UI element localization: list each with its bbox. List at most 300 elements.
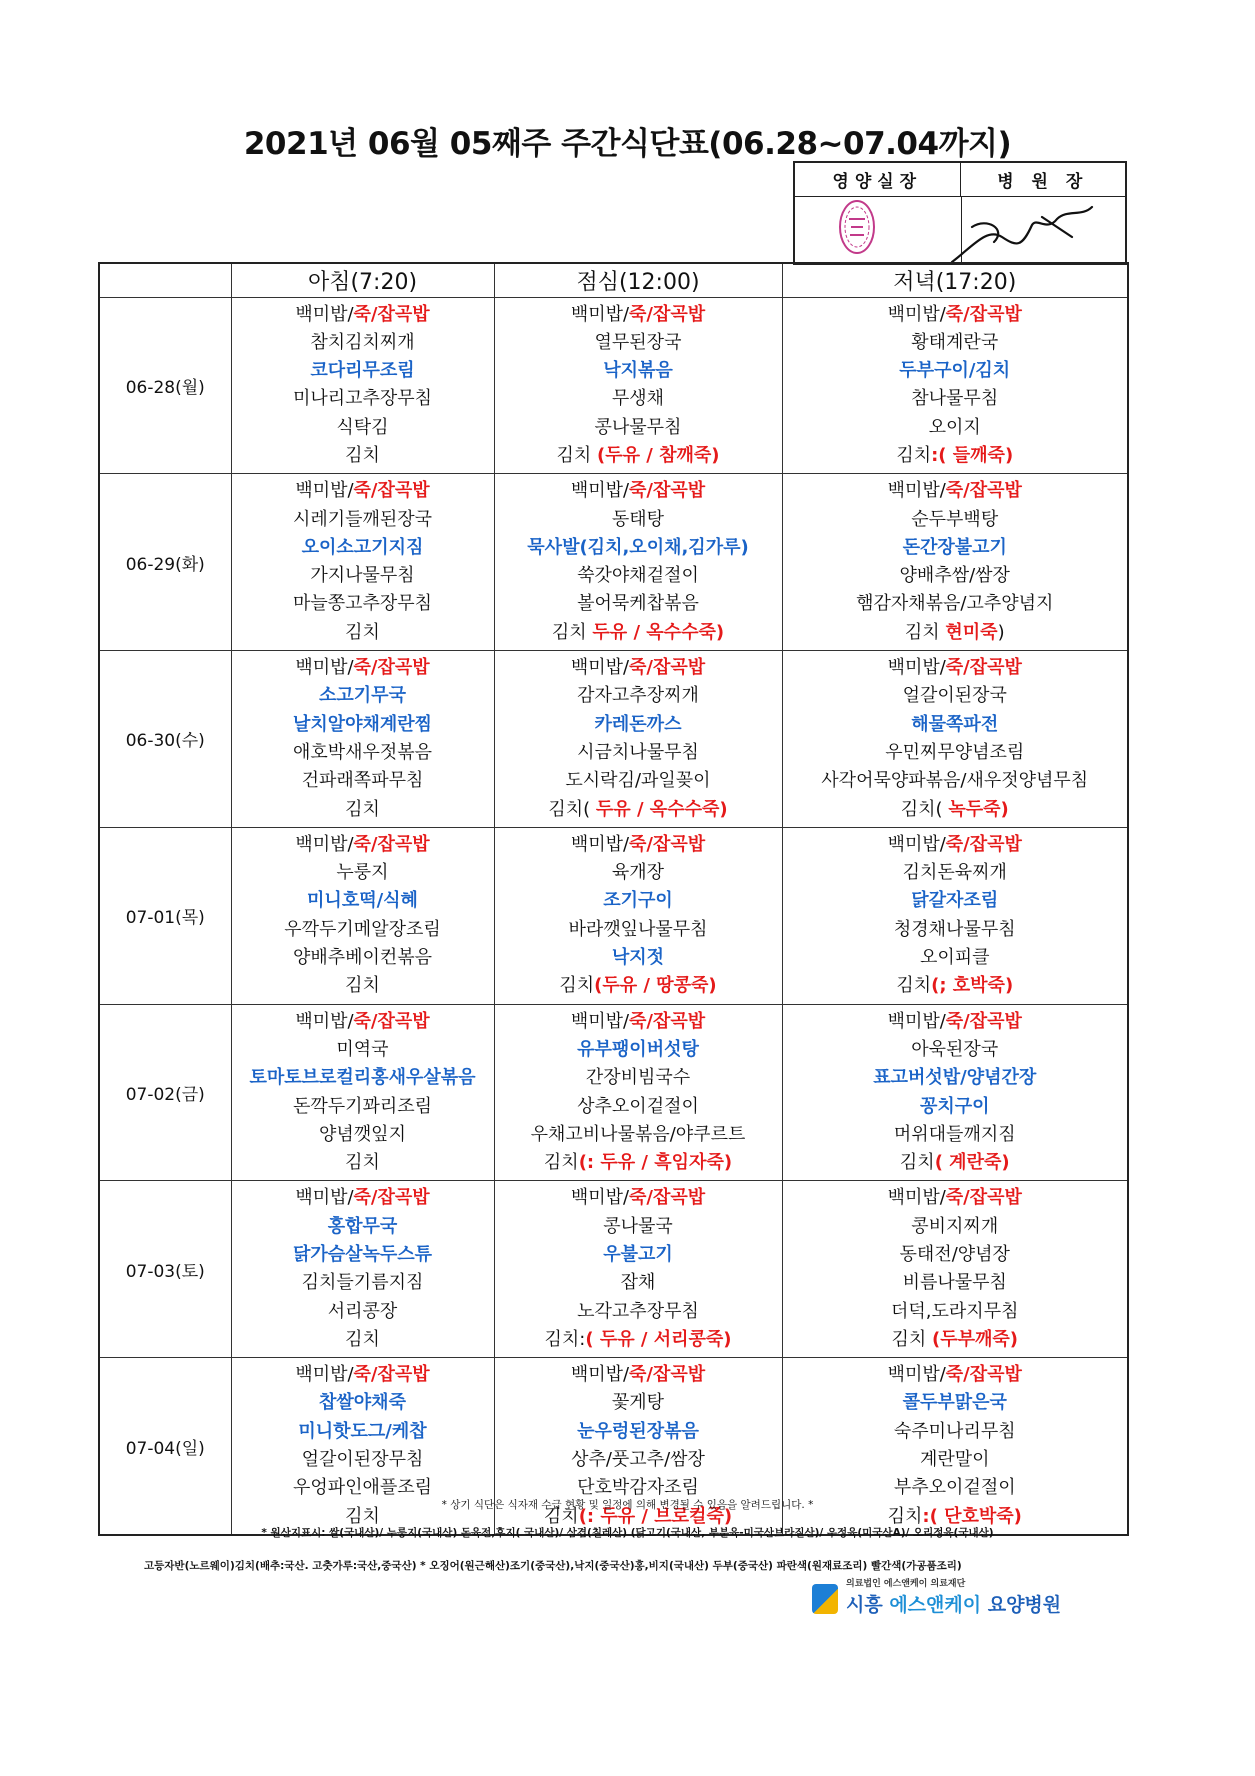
- menu-item-text: 백미밥/: [295, 480, 354, 502]
- menu-item-text: 육개장: [611, 862, 665, 884]
- menu-item-text: ( 두유 / 서리콩죽): [585, 1328, 732, 1350]
- menu-item: [234, 357, 492, 385]
- menu-item: [234, 1418, 492, 1446]
- menu-item-text: 닭갈자조림: [911, 890, 999, 912]
- menu-item-text: 죽/잡곡밥: [945, 1364, 1022, 1386]
- menu-item-text: 백미밥/: [570, 303, 630, 325]
- menu-item-text: 죽/잡곡밥: [629, 657, 706, 679]
- menu-item: [497, 506, 780, 534]
- menu-item-text: 콩나물국: [603, 1215, 673, 1237]
- menu-item: [234, 796, 492, 824]
- menu-item-text: 김치: [551, 621, 593, 643]
- menu-item: [785, 1213, 1126, 1241]
- menu-item: [497, 944, 780, 972]
- menu-item-text: 백미밥/: [570, 1010, 630, 1032]
- menu-item: [234, 1093, 492, 1121]
- menu-item: [497, 887, 780, 915]
- menu-item-text: 식탁김: [336, 416, 389, 438]
- menu-item-text: 누룽지: [336, 862, 389, 884]
- menu-item-text: 쑥갓야채겉절이: [577, 565, 699, 587]
- page-title: 2021년 06월 05째주 주간식단표(06.28~07.04까지): [243, 126, 1012, 162]
- menu-item-text: 김치: [899, 1152, 935, 1174]
- menu-item: [785, 329, 1126, 357]
- menu-item-text: 양배추쌈/쌈장: [899, 565, 1010, 587]
- menu-item-text: 미니핫도그/케찹: [298, 1420, 427, 1442]
- day-row: [99, 474, 1128, 651]
- menu-item: [785, 1298, 1126, 1326]
- menu-item: [234, 944, 492, 972]
- menu-item-text: 콩비지찌개: [911, 1215, 999, 1237]
- menu-item-text: 단호박감자조림: [577, 1477, 699, 1499]
- menu-item-text: 시금치나물무침: [577, 741, 699, 763]
- menu-item: [234, 590, 492, 618]
- meal-cell-lunch: [494, 1004, 782, 1181]
- menu-item-text: 현미죽: [945, 621, 998, 643]
- menu-item: [497, 1241, 780, 1269]
- menu-item: [785, 442, 1126, 470]
- menu-item: [785, 414, 1126, 442]
- menu-item-text: 백미밥/: [295, 1010, 354, 1032]
- menu-item-text: (두부깨죽): [931, 1328, 1018, 1350]
- menu-item: [497, 739, 780, 767]
- menu-item-text: 죽/잡곡밥: [629, 1010, 706, 1032]
- menu-item: [234, 682, 492, 710]
- menu-item-text: 김치들기름지짐: [301, 1272, 424, 1294]
- menu-item-text: 김치: [345, 1328, 380, 1350]
- menu-item-text: 김치: [543, 1152, 579, 1174]
- menu-item-text: 오이지: [928, 416, 981, 438]
- menu-item-text: 콩나물무침: [594, 416, 682, 438]
- menu-item: [497, 1213, 780, 1241]
- menu-item: [497, 796, 780, 824]
- menu-item-text: 김치: [896, 444, 932, 466]
- menu-item-text: (; 호박죽): [931, 975, 1014, 997]
- menu-item-text: 마늘쫑고추장무침: [292, 593, 433, 615]
- menu-item-text: 도시락김/과일꽂이: [565, 770, 711, 792]
- menu-item-text: 백미밥/: [887, 1364, 946, 1386]
- menu-item: [234, 831, 492, 859]
- day-row: [99, 1181, 1128, 1358]
- menu-item-text: 죽/잡곡밥: [353, 833, 430, 855]
- day-label: 06-30(수): [99, 651, 231, 828]
- menu-item-text: 김치: [887, 1505, 923, 1527]
- menu-item-text: 미니호떡/식혜: [307, 890, 418, 912]
- menu-item-text: 감자고추장찌개: [577, 685, 699, 707]
- menu-item-text: 백미밥/: [887, 657, 946, 679]
- menu-item: [785, 887, 1126, 915]
- meal-cell-lunch: [494, 1181, 782, 1358]
- menu-item: [785, 1361, 1126, 1389]
- menu-item-text: 미역국: [336, 1038, 389, 1060]
- menu-item-text: 무생채: [611, 388, 665, 410]
- menu-item: [785, 590, 1126, 618]
- menu-item: [785, 944, 1126, 972]
- menu-item-text: 서리콩장: [327, 1300, 398, 1322]
- logo-subtitle: 의료법인 에스앤케이 의료재단: [846, 1579, 966, 1589]
- menu-item-text: 죽/잡곡밥: [945, 480, 1022, 502]
- menu-item-text: 양배추베이컨볶음: [292, 947, 433, 969]
- menu-item-text: 김치: [559, 975, 595, 997]
- menu-item-text: 머위대들깨지짐: [893, 1123, 1016, 1145]
- menu-item: [497, 1418, 780, 1446]
- menu-item: [234, 442, 492, 470]
- menu-item-text: 우엉파인애플조림: [292, 1477, 433, 1499]
- menu-item: [497, 1149, 780, 1177]
- menu-item-text: 백미밥/: [570, 1364, 630, 1386]
- menu-item: [497, 534, 780, 562]
- meal-cell-dinner: [782, 1004, 1128, 1181]
- menu-item: [785, 739, 1126, 767]
- menu-item-text: 백미밥/: [570, 480, 630, 502]
- menu-item: [497, 1298, 780, 1326]
- menu-item-text: 백미밥/: [570, 657, 630, 679]
- menu-item: [234, 1121, 492, 1149]
- meal-cell-breakfast: [231, 1004, 494, 1181]
- menu-item: [234, 534, 492, 562]
- menu-item-text: 우깍두기메알장조림: [284, 918, 441, 940]
- menu-item-text: 김치: [891, 1328, 932, 1350]
- menu-item: [785, 682, 1126, 710]
- menu-item: [234, 1064, 492, 1092]
- menu-item: [785, 767, 1126, 795]
- header-blank: [99, 263, 231, 297]
- menu-item-text: 얼갈이된장국: [902, 685, 1007, 707]
- menu-item: [785, 534, 1126, 562]
- menu-item-text: 김치: [345, 621, 380, 643]
- menu-item: [497, 301, 780, 329]
- menu-item-text: 아욱된장국: [911, 1038, 999, 1060]
- meal-cell-breakfast: [231, 651, 494, 828]
- menu-item: [234, 414, 492, 442]
- menu-item: [785, 506, 1126, 534]
- menu-item: [497, 711, 780, 739]
- menu-item-text: 묵사발(김치,오이채,김가루): [527, 536, 749, 558]
- menu-item-text: 간장비빔국수: [585, 1067, 691, 1089]
- menu-item-text: 날치알야채계란찜: [292, 713, 433, 735]
- menu-item-text: 죽/잡곡밥: [629, 833, 706, 855]
- menu-item-text: 백미밥/: [570, 1187, 630, 1209]
- menu-item: [497, 1361, 780, 1389]
- menu-item-text: (: 두유 / 브로컬죽): [578, 1505, 733, 1527]
- menu-item-text: 김치:: [544, 1328, 586, 1350]
- meal-cell-lunch: [494, 474, 782, 651]
- header-dinner: 저녁(17:20): [782, 263, 1128, 297]
- menu-item: [785, 1389, 1126, 1417]
- menu-item-text: 백미밥/: [295, 303, 354, 325]
- menu-item: [785, 1008, 1126, 1036]
- day-row: [99, 1004, 1128, 1181]
- menu-item-text: 김치돈육찌개: [902, 862, 1007, 884]
- approval-header-nutrition: 영양실장: [795, 163, 961, 196]
- menu-item: [497, 1446, 780, 1474]
- menu-item: [785, 972, 1126, 1000]
- menu-item-text: 백미밥/: [887, 1187, 946, 1209]
- menu-item-text: 우민찌무양념조림: [885, 741, 1025, 763]
- day-label: 07-01(목): [99, 827, 231, 1004]
- menu-item: [234, 329, 492, 357]
- menu-item: [785, 301, 1126, 329]
- menu-item: [497, 590, 780, 618]
- menu-item-text: 해물쪽파전: [911, 713, 999, 735]
- meal-cell-lunch: [494, 297, 782, 474]
- menu-item: [497, 831, 780, 859]
- day-row: [99, 297, 1128, 474]
- menu-item-text: 죽/잡곡밥: [353, 657, 430, 679]
- day-row: [99, 651, 1128, 828]
- menu-item: [497, 329, 780, 357]
- menu-item: [785, 916, 1126, 944]
- menu-item-text: 죽/잡곡밥: [945, 1187, 1022, 1209]
- menu-item-text: 조기구이: [603, 890, 673, 912]
- menu-item-text: (: 두유 / 흑임자죽): [578, 1152, 733, 1174]
- menu-item: [234, 1326, 492, 1354]
- menu-item-text: 죽/잡곡밥: [629, 1364, 706, 1386]
- menu-item-text: 애호박새우젓볶음: [292, 741, 433, 763]
- menu-item-text: 잡채: [620, 1272, 656, 1294]
- menu-item: [234, 301, 492, 329]
- menu-item-text: (두유 / 참깨죽): [596, 444, 720, 466]
- menu-item-text: 닭가슴살녹두스튜: [292, 1244, 433, 1265]
- day-label: 07-03(토): [99, 1181, 231, 1358]
- menu-item-text: 비름나물무침: [902, 1272, 1007, 1294]
- menu-item: [785, 796, 1126, 824]
- menu-item-text: 오이피클: [919, 947, 990, 969]
- menu-item-text: 김치: [345, 1152, 380, 1174]
- menu-item-text: 죽/잡곡밥: [945, 303, 1022, 325]
- menu-item-text: 꽃게탕: [611, 1392, 665, 1414]
- menu-item-text: 죽/잡곡밥: [629, 1187, 706, 1209]
- menu-item: [785, 1418, 1126, 1446]
- menu-item: [497, 1269, 780, 1297]
- menu-item-text: 죽/잡곡밥: [945, 657, 1022, 679]
- menu-item-text: 돈깍두기꽈리조림: [292, 1095, 433, 1117]
- menu-item: [497, 1064, 780, 1092]
- menu-item-text: 청경채나물무침: [893, 918, 1016, 940]
- menu-item-text: 꽁치구이: [919, 1095, 990, 1117]
- menu-item-text: 낙지젓: [611, 947, 665, 969]
- menu-item: [497, 1184, 780, 1212]
- approval-header-director: 병 원 장: [997, 172, 1089, 192]
- origin-line-1: * 원산지표시: 쌀(국내산)/ 누룽지(국내산) 돈육전,후지( 국내산)/ 삼겹(칠레산) (닭고기(국내산, 부분육-미국산브라질산)/ 우정육(미국산A)/ 오리정육(국내산): [261, 1527, 994, 1539]
- origin-line-2: 고등자반(노르웨이)김치(배추:국산. 고춧가루:국산,중국산) * 오징어(원근해산)조기(중국산),낙지(중국산)홍,비지(국내산) 두부(중국산) 파란색(원재료조리) 빨간색(가공품조리): [144, 1560, 962, 1572]
- menu-item-text: 숙주미나리무침: [893, 1420, 1016, 1442]
- menu-item-text: 죽/잡곡밥: [353, 303, 430, 325]
- menu-item: [785, 1121, 1126, 1149]
- menu-item: [497, 654, 780, 682]
- menu-item: [497, 972, 780, 1000]
- menu-item: [497, 562, 780, 590]
- menu-item-text: 죽/잡곡밥: [629, 303, 706, 325]
- menu-item: [234, 767, 492, 795]
- director-signature-cell: [962, 197, 1125, 263]
- menu-item: [785, 1326, 1126, 1354]
- menu-item: [497, 357, 780, 385]
- menu-item-text: 상추오이겉절이: [577, 1095, 699, 1117]
- menu-item: [497, 859, 780, 887]
- day-label: 06-28(월): [99, 297, 231, 474]
- menu-item: [234, 1149, 492, 1177]
- menu-item-text: 죽/잡곡밥: [629, 480, 706, 502]
- meal-cell-dinner: [782, 1181, 1128, 1358]
- logo-mark-icon: [812, 1584, 838, 1614]
- menu-item-text: 죽/잡곡밥: [353, 480, 430, 502]
- menu-item-text: 부추오이겉절이: [893, 1477, 1016, 1499]
- menu-item-text: 김치(: [900, 798, 949, 820]
- menu-item-text: (두유 / 땅콩죽): [594, 975, 717, 997]
- menu-item: [234, 506, 492, 534]
- menu-item: [785, 1064, 1126, 1092]
- logo-name-part3: 요양병원: [981, 1594, 1062, 1616]
- menu-item-text: 죽/잡곡밥: [353, 1187, 430, 1209]
- menu-item-text: 백미밥/: [887, 1010, 946, 1032]
- menu-item-text: 백미밥/: [295, 1187, 354, 1209]
- menu-item: [785, 711, 1126, 739]
- menu-item: [497, 1093, 780, 1121]
- menu-item: [497, 619, 780, 647]
- menu-item: [785, 385, 1126, 413]
- menu-item: [785, 654, 1126, 682]
- meal-cell-lunch: [494, 827, 782, 1004]
- menu-item: [785, 1269, 1126, 1297]
- menu-item-text: ): [997, 621, 1005, 643]
- menu-item: [234, 1361, 492, 1389]
- menu-item: [497, 442, 780, 470]
- menu-item: [497, 682, 780, 710]
- menu-item: [234, 385, 492, 413]
- change-notice: * 상기 식단은 식자재 수급 현황 및 일정에 의해 변경될 수 있음을 알려드립니다. *: [441, 1499, 814, 1511]
- menu-item-text: 백미밥/: [295, 657, 354, 679]
- menu-item-text: 두부구이/김치: [899, 360, 1011, 382]
- menu-item-text: 죽/잡곡밥: [353, 1364, 430, 1386]
- menu-item: [785, 1184, 1126, 1212]
- menu-item-text: 표고버섯밥/양념간장: [873, 1067, 1037, 1089]
- menu-item-text: 김치(: [548, 798, 596, 820]
- menu-item-text: 햄감자채볶음/고추양념지: [856, 593, 1054, 615]
- menu-item: [497, 1326, 780, 1354]
- meal-cell-breakfast: [231, 297, 494, 474]
- menu-item: [234, 562, 492, 590]
- menu-item-text: 건파래쪽파무침: [301, 770, 424, 792]
- meal-cell-breakfast: [231, 827, 494, 1004]
- menu-item: [234, 916, 492, 944]
- header-row: [99, 263, 1128, 297]
- menu-item: [785, 859, 1126, 887]
- menu-item-text: 돈간장불고기: [902, 536, 1007, 558]
- menu-item-text: 코다리무조림: [310, 360, 415, 382]
- meal-cell-dinner: [782, 827, 1128, 1004]
- menu-item: [234, 477, 492, 505]
- header-lunch: 점심(12:00): [494, 263, 782, 297]
- menu-item-text: 죽/잡곡밥: [945, 1010, 1022, 1032]
- menu-item-text: 우불고기: [603, 1244, 673, 1265]
- menu-item-text: 더덕,도라지무침: [891, 1300, 1019, 1322]
- menu-item-text: 카레돈까스: [594, 713, 682, 735]
- menu-item: [234, 887, 492, 915]
- meal-cell-lunch: [494, 651, 782, 828]
- menu-item-text: 김치: [904, 621, 946, 643]
- menu-item-text: 상추/풋고추/쌈장: [571, 1449, 705, 1471]
- logo-name-part2: 에스앤케이: [889, 1594, 982, 1616]
- menu-item-text: 토마토브로컬리홍새우살볶음: [249, 1067, 476, 1089]
- menu-item-text: 백미밥/: [887, 480, 946, 502]
- menu-item-text: 계란말이: [919, 1449, 990, 1471]
- logo-name-part1: 시흥: [846, 1594, 890, 1616]
- menu-item: [785, 619, 1126, 647]
- menu-item-text: 바라깻잎나물무침: [568, 918, 708, 940]
- menu-item-text: 낙지볶음: [603, 360, 673, 382]
- menu-item-text: 찹쌀야채죽: [319, 1392, 406, 1414]
- menu-item-text: 백미밥/: [295, 833, 354, 855]
- menu-item-text: 시레기들깨된장국: [292, 508, 433, 530]
- menu-item-text: 김치: [345, 444, 380, 466]
- menu-item: [234, 1389, 492, 1417]
- menu-item-text: 콜두부맑은국: [902, 1392, 1007, 1414]
- menu-item-text: 홍합무국: [327, 1215, 398, 1237]
- menu-item-text: 김치: [345, 1505, 380, 1527]
- menu-item-text: :( 단호박죽): [922, 1505, 1022, 1527]
- hospital-logo: [812, 1576, 1062, 1620]
- menu-item: [497, 414, 780, 442]
- menu-item-text: 죽/잡곡밥: [945, 833, 1022, 855]
- meal-cell-dinner: [782, 297, 1128, 474]
- menu-item-text: 사각어묵양파볶음/새우젓양념무침: [821, 770, 1089, 792]
- menu-item: [785, 1446, 1126, 1474]
- menu-item: [497, 1036, 780, 1064]
- menu-item: [785, 1149, 1126, 1177]
- menu-item-text: 유부팽이버섯탕: [577, 1038, 699, 1060]
- menu-item-text: 참나물무침: [911, 388, 999, 410]
- menu-item-text: 김치: [345, 798, 380, 820]
- day-label: 07-02(금): [99, 1004, 231, 1181]
- meal-cell-breakfast: [231, 474, 494, 651]
- menu-item: [234, 1446, 492, 1474]
- menu-item-text: 동태전/양념장: [899, 1244, 1010, 1265]
- menu-item: [497, 477, 780, 505]
- menu-item: [234, 711, 492, 739]
- menu-item-text: 눈우렁된장볶음: [577, 1420, 699, 1442]
- header-breakfast: 아침(7:20): [231, 263, 494, 297]
- menu-item: [234, 1036, 492, 1064]
- menu-item-text: 가지나물무침: [310, 565, 415, 587]
- menu-item: [234, 1269, 492, 1297]
- weekly-menu-table: [98, 262, 1129, 1536]
- menu-item: [785, 477, 1126, 505]
- menu-item: [234, 1008, 492, 1036]
- meal-cell-dinner: [782, 474, 1128, 651]
- menu-item-text: 죽/잡곡밥: [353, 1010, 430, 1032]
- menu-item-text: 백미밥/: [887, 303, 946, 325]
- logo-name: [846, 1590, 1061, 1617]
- menu-item: [497, 1121, 780, 1149]
- approval-box: [793, 161, 1127, 265]
- menu-item-text: :( 들깨죽): [931, 444, 1014, 466]
- menu-item: [497, 1008, 780, 1036]
- menu-item-text: 볼어묵케찹볶음: [577, 593, 699, 615]
- day-label: 06-29(화): [99, 474, 231, 651]
- menu-item: [497, 1389, 780, 1417]
- menu-item-text: 순두부백탕: [911, 508, 999, 530]
- menu-item: [785, 1241, 1126, 1269]
- menu-item: [785, 562, 1126, 590]
- menu-item-text: 동태탕: [611, 508, 665, 530]
- menu-item: [234, 739, 492, 767]
- menu-item-text: 오이소고기지짐: [301, 536, 424, 558]
- menu-item: [785, 831, 1126, 859]
- menu-item: [497, 916, 780, 944]
- menu-item: [497, 767, 780, 795]
- menu-item-text: 황태계란국: [911, 331, 999, 353]
- menu-item: [234, 654, 492, 682]
